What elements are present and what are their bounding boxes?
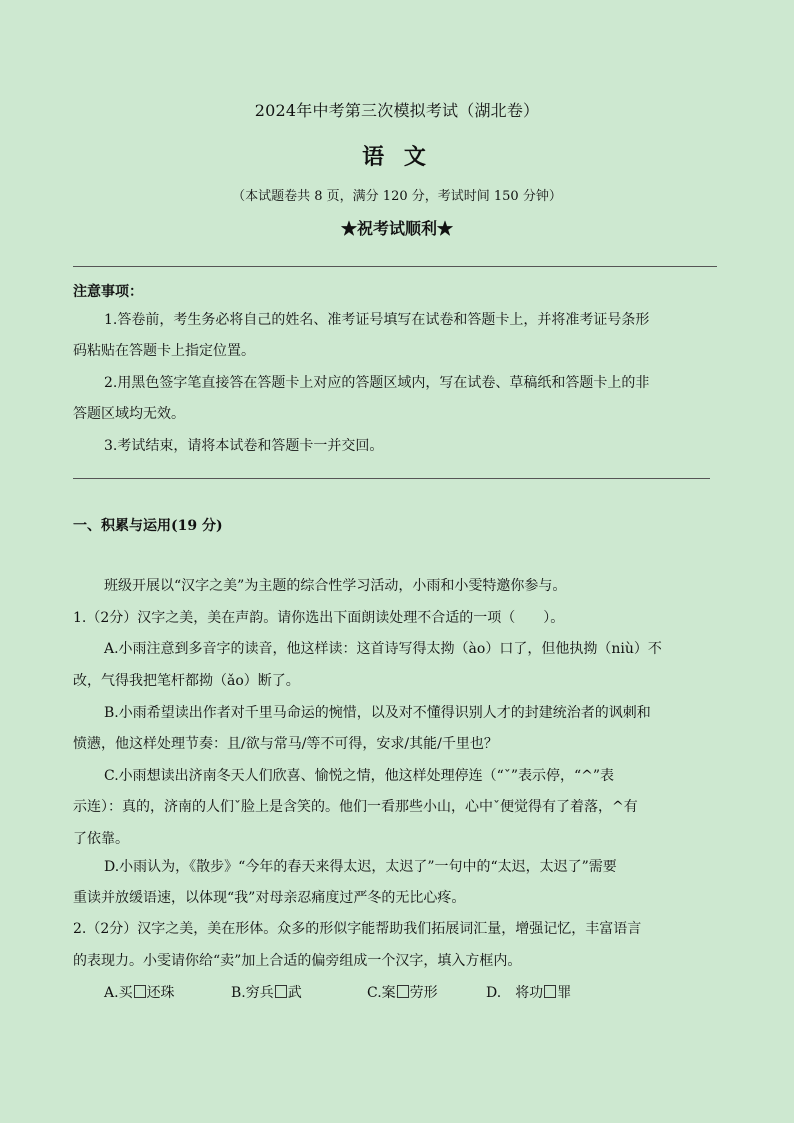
divider-top xyxy=(73,266,717,267)
option-text-after: 武 xyxy=(287,985,302,1001)
answer-box[interactable] xyxy=(397,985,409,998)
question-1-option-b: B.小雨希望读出作者对千里马命运的惋惜，以及对不懂得识别人才的封建统治者的讽刺和 xyxy=(104,705,651,721)
subject-title: 语 文 xyxy=(362,144,432,170)
answer-box[interactable] xyxy=(275,985,287,998)
section-heading: 一、积累与运用(19 分) xyxy=(73,518,223,534)
question-1-option-d: D.小雨认为，《散步》“今年的春天来得太迟，太迟了”一句中的“太迟，太迟了”需要 xyxy=(104,859,617,875)
question-2-option-b xyxy=(231,982,302,1002)
question-1-option-d-cont: 重读并放缓语速，以体现“我”对母亲忍痛度过严冬的无比心疼。 xyxy=(73,890,466,906)
question-2-option-c xyxy=(367,982,438,1002)
option-text-before: 将功 xyxy=(515,985,544,1001)
question-1-option-a: A.小雨注意到多音字的读音，他这样读：这首诗写得太拗（ào）口了，但他执拗（niù）不 xyxy=(104,641,662,657)
notice-line: 码粘贴在答题卡上指定位置。 xyxy=(73,343,255,359)
question-2-stem-cont: 的表现力。小雯请你给“卖”加上合适的偏旁组成一个汉字，填入方框内。 xyxy=(73,953,522,969)
good-luck-text: ★祝考试顺利★ xyxy=(340,219,453,238)
question-1-option-c-cont: 示连）：真的，济南的人们ˇ脸上是含笑的。他们一看那些小山，心中ˇ便觉得有了着落，^有 xyxy=(73,799,638,815)
notice-line: 答题区域均无效。 xyxy=(73,406,185,422)
notice-line: 1.答卷前，考生务必将自己的姓名、准考证号填写在试卷和答题卡上，并将准考证号条形 xyxy=(104,312,650,328)
question-2-stem: 2.（2分）汉字之美，美在形体。众多的形似字能帮助我们拓展词汇量，增强记忆，丰富语言 xyxy=(73,921,642,937)
option-letter: C. xyxy=(367,985,382,1001)
option-letter: B. xyxy=(231,985,246,1001)
question-1-option-a-cont: 改，气得我把笔杆都拗（ǎo）断了。 xyxy=(73,673,300,689)
question-2-option-a xyxy=(104,982,175,1002)
option-text-after: 罪 xyxy=(557,985,572,1001)
option-letter: D. xyxy=(486,985,516,1001)
exam-title: 2024年中考第三次模拟考试（湖北卷） xyxy=(254,101,540,120)
notice-line: 2.用黑色签字笔直接答在答题卡上对应的答题区域内，写在试卷、草稿纸和答题卡上的非 xyxy=(104,375,650,391)
answer-box[interactable] xyxy=(544,985,556,998)
question-2-option-d xyxy=(486,982,571,1002)
option-text-after: 劳形 xyxy=(409,985,438,1001)
option-letter: A. xyxy=(104,985,119,1001)
notice-line: 3.考试结束，请将本试卷和答题卡一并交回。 xyxy=(104,438,384,454)
option-text-before: 案 xyxy=(381,985,396,1001)
notice-heading: 注意事项： xyxy=(73,284,143,300)
question-1-option-b-cont: 愤懑，他这样处理节奏：且/欲与常马/等不可得，安求/其能/千里也？ xyxy=(73,736,498,752)
answer-box[interactable] xyxy=(134,985,146,998)
option-text-before: 穷兵 xyxy=(245,985,274,1001)
option-text-before: 买 xyxy=(118,985,133,1001)
exam-info: （本试题卷共 8 页，满分 120 分，考试时间 150 分钟） xyxy=(232,189,562,204)
option-text-after: 还珠 xyxy=(146,985,175,1001)
divider-bottom xyxy=(73,478,710,479)
question-1-option-c: C.小雨想读出济南冬天人们欣喜、愉悦之情，他这样处理停连（“ˇ”表示停，“^”表 xyxy=(104,768,615,784)
question-1-stem: 1.（2分）汉字之美，美在声韵。请你选出下面朗读处理不合适的一项（ ）。 xyxy=(73,610,565,626)
section-intro: 班级开展以“汉字之美”为主题的综合性学习活动，小雨和小雯特邀你参与。 xyxy=(104,578,567,594)
question-1-option-c-cont: 了依靠。 xyxy=(73,831,129,847)
